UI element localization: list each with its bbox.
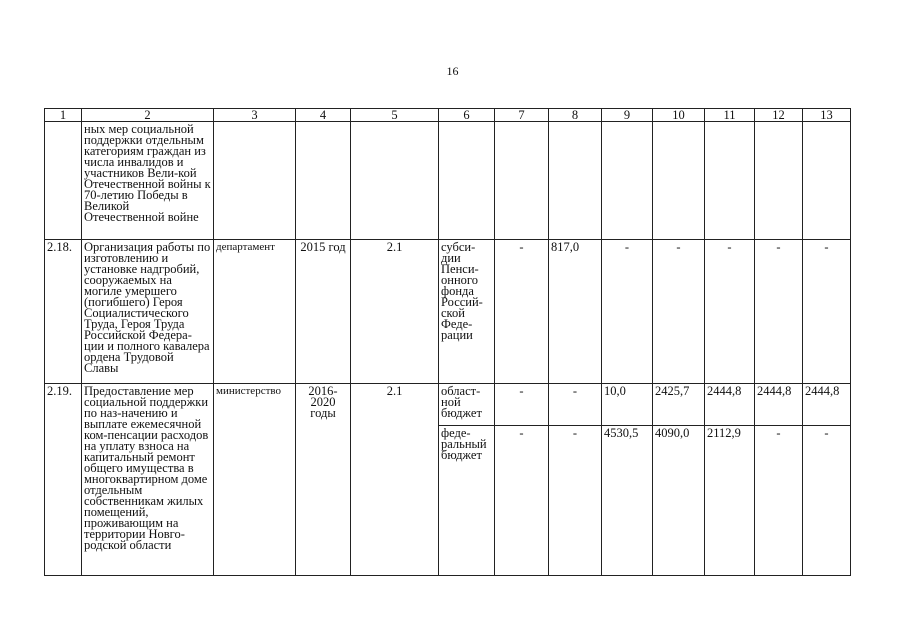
executor-cell [214, 122, 296, 240]
value-cell: 10,0 [602, 384, 653, 426]
value-cell: - [495, 384, 549, 426]
header-cell: 1 [45, 109, 82, 122]
target-cell [351, 122, 439, 240]
header-cell: 2 [82, 109, 214, 122]
header-cell: 5 [351, 109, 439, 122]
header-cell: 9 [602, 109, 653, 122]
value-cell [549, 122, 602, 240]
value-cell: 4090,0 [653, 426, 705, 576]
value-cell: 2444,8 [803, 384, 851, 426]
value-cell: 2444,8 [705, 384, 755, 426]
header-row [45, 109, 851, 122]
value-cell [653, 122, 705, 240]
row-number-cell [45, 122, 82, 240]
value-cell [755, 122, 803, 240]
source-cell: феде-ральный бюджет [439, 426, 495, 576]
value-cell [803, 122, 851, 240]
value-cell: - [549, 384, 602, 426]
page-number: 16 [446, 64, 459, 78]
table-row-2-19 [45, 384, 851, 426]
executor-cell: министерство [214, 384, 296, 576]
source-cell: субси-дии Пенси-онного фонда Россий-ской Феде-рации [439, 240, 495, 384]
value-cell: - [549, 426, 602, 576]
value-cell: - [705, 240, 755, 384]
value-cell: - [495, 240, 549, 384]
period-cell: 2016-2020 годы [296, 384, 351, 576]
value-cell: - [803, 426, 851, 576]
header-cell: 3 [214, 109, 296, 122]
value-cell: - [755, 240, 803, 384]
header-cell: 8 [549, 109, 602, 122]
value-cell: 817,0 [549, 240, 602, 384]
executor-cell: департамент [214, 240, 296, 384]
source-cell: област-ной бюджет [439, 384, 495, 426]
description-cell: ных мер социальной поддержки отдельным категориям граждан из числа инвалидов и участников Вели-кой Отечественной войны к 70-летию Победы в Великой Отечественной войне [82, 122, 214, 240]
description-cell: Предоставление мер социальной поддержки по наз-начению и выплате ежемесячной ком-пенсации расходов на уплату взноса на капитальный ремонт общего имущества в многоквартирном доме отдельным собственникам жилых помещений, проживающим на территории Новго-родской области [82, 384, 214, 576]
value-cell [602, 122, 653, 240]
row-number-cell: 2.19. [45, 384, 82, 576]
row-number-cell: 2.18. [45, 240, 82, 384]
target-cell: 2.1 [351, 240, 439, 384]
value-cell [495, 122, 549, 240]
header-cell: 11 [705, 109, 755, 122]
value-cell: 2444,8 [755, 384, 803, 426]
program-table [44, 108, 851, 576]
value-cell: 2425,7 [653, 384, 705, 426]
value-cell: 4530,5 [602, 426, 653, 576]
header-cell: 10 [653, 109, 705, 122]
header-cell: 7 [495, 109, 549, 122]
header-cell: 6 [439, 109, 495, 122]
value-cell [705, 122, 755, 240]
value-cell: - [803, 240, 851, 384]
target-cell: 2.1 [351, 384, 439, 576]
header-cell: 12 [755, 109, 803, 122]
header-cell: 4 [296, 109, 351, 122]
table-row-2-18 [45, 240, 851, 384]
source-cell [439, 122, 495, 240]
period-cell: 2015 год [296, 240, 351, 384]
table-row-continuation [45, 122, 851, 240]
header-cell: 13 [803, 109, 851, 122]
period-cell [296, 122, 351, 240]
value-cell: 2112,9 [705, 426, 755, 576]
value-cell: - [653, 240, 705, 384]
value-cell: - [602, 240, 653, 384]
description-cell: Организация работы по изготовлению и установке надгробий, сооружаемых на могиле умершего (погибшего) Героя Социалистического Труда, Героя Труда Российской Федера-ции и полного кавалера ордена Трудовой Славы [82, 240, 214, 384]
value-cell: - [755, 426, 803, 576]
value-cell: - [495, 426, 549, 576]
